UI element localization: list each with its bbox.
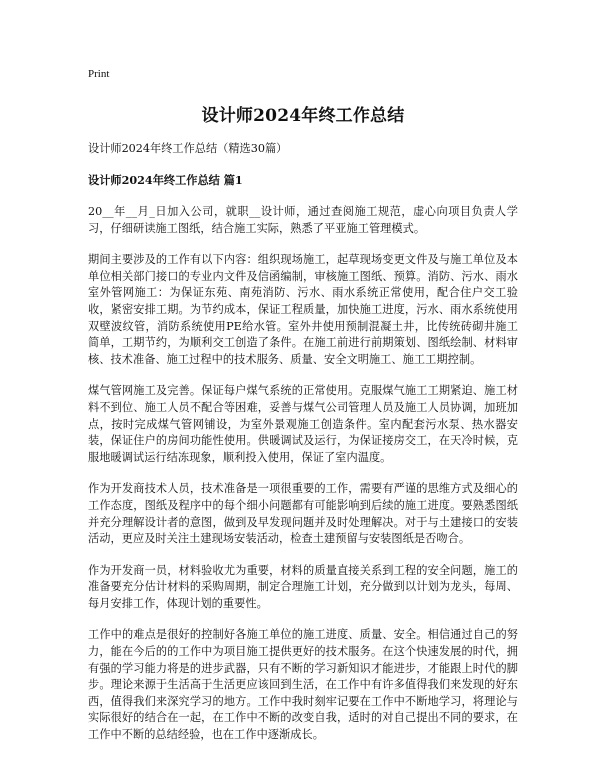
print-label[interactable]: Print xyxy=(88,68,110,80)
document-title: 设计师2024年终工作总结 xyxy=(201,106,405,126)
document-page xyxy=(88,68,518,759)
section-heading: 设计师2024年终工作总结 篇1 xyxy=(88,173,243,187)
paragraph-1: 20__年__月_日加入公司，就职__设计师，通过查阅施工规范，虚心向项目负责人学习，仔细研读施工图纸，结合施工实际，熟悉了平亚施工管理模式。 xyxy=(88,205,518,235)
document-subtitle: 设计师2024年终工作总结（精选30篇） xyxy=(88,142,288,155)
paragraph-5: 作为开发商一员，材料验收尤为重要，材料的质量直接关系到工程的安全问题，施工的准备要充分估计材料的采购周期，制定合理施工计划，充分做到以计划为龙头，每周、每月安排工作，体现计划的重要性。 xyxy=(88,563,518,610)
paragraph-4: 作为开发商技术人员，技术准备是一项很重要的工作，需要有严谨的思维方式及细心的工作态度，图纸及程序中的每个细小问题都有可能影响到后续的施工进度。要熟悉图纸并充分理解设计者的意图，做到及早发现问题并及时处理解决。对于与土建接口的安装活动，更应及时关注土建现场安装活动，检查土建预留与安装图纸是否吻合。 xyxy=(88,482,518,546)
paragraph-3: 煤气管网施工及完善。保证每户煤气系统的正常使用。克服煤气施工工期紧迫、施工材料不到位、施工人员不配合等困难，妥善与煤气公司管理人员及施工人员协调，加班加点，按时完成煤气管网铺设，为室外景观施工创造条件。室内配套污水泵、热水器安装，保证住户的房间功能性使用。供暖调试及运行，为保证接房交工，在天冷时候，克服地暖调试运行结冻现象，顺利投入使用，保证了室内温度。 xyxy=(88,384,518,464)
paragraph-6: 工作中的难点是很好的控制好各施工单位的施工进度、质量、安全。相信通过自己的努力，能在今后的的工作中为项目施工提供更好的技术服务。在这个快速发展的时代，拥有强的学习能力将是的进步武器，只有不断的学习新知识才能进步，才能跟上时代的脚步。理论来源于生活高于生活更应该回到生活，在工作中有许多值得我们来发现的好东西，值得我们来深究学习的地方。工作中我时刻牢记要在工作中不断地学习，将理论与实际很好的结合在一起，在工作中不断的改变自我，适时的对自己提出不同的要求，在工作中不断的总结经验，也在工作中逐渐成长。 xyxy=(88,628,518,742)
paragraph-2: 期间主要涉及的工作有以下内容：组织现场施工，起草现场变更文件及与施工单位及本单位相关部门接口的专业内文件及信函编制，审核施工图纸、预算。消防、污水、雨水室外管网施工：为保证东苑、南苑消防、污水、雨水系统正常使用，配合住户交工验收，紧密安排工期。为节约成本，保证工程质量，加快施工进度，污水、雨水系统使用双壁波纹管，消防系统使用PE给水管。室外井使用预制混凝土井，比传统砖砌井施工简单，工期节约，为顺利交工创造了条件。在施工前进行前期策划、图纸绘制、材料审核、技术准备、施工过程中的技术服务、质量、安全文明施工、施工工期控制。 xyxy=(88,253,518,366)
